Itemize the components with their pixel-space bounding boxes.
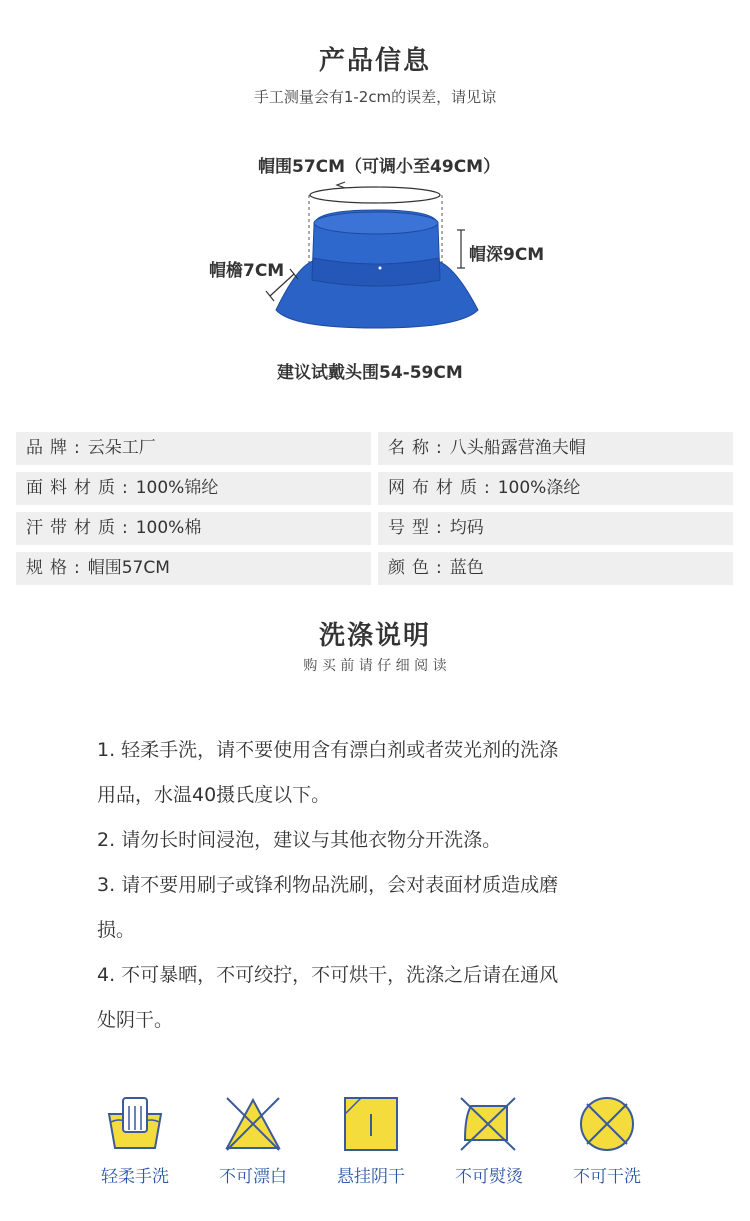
spec-row <box>16 472 733 505</box>
spec-row <box>16 432 733 465</box>
care-label: 轻柔手洗 <box>101 1167 169 1187</box>
care-item-no-bleach <box>193 1092 313 1187</box>
wash-line: 2. 请勿长时间浸泡，建议与其他衣物分开洗涤。 <box>97 829 502 851</box>
spec-cell-mesh: 网布材质: 100%涤纶 <box>378 472 733 505</box>
spec-cell-spec: 规格: 帽围57CM <box>16 552 371 585</box>
product-info-subtitle: 手工测量会有1-2cm的误差，请见谅 <box>253 88 497 106</box>
no-iron-icon <box>457 1092 521 1154</box>
spec-cell-brand: 品牌: 云朵工厂 <box>16 432 371 465</box>
care-item-no-iron <box>429 1092 549 1187</box>
wash-line: 3. 请不要用刷子或锋利物品洗刷，会对表面材质造成磨 <box>97 874 559 896</box>
hand-wash-icon <box>103 1092 167 1154</box>
hat-illustration <box>0 140 750 340</box>
wash-title: 洗涤说明 <box>318 621 431 651</box>
no-dry-clean-icon <box>575 1092 639 1154</box>
wash-line: 用品，水温40摄氏度以下。 <box>97 784 331 806</box>
care-label: 不可熨烫 <box>455 1167 523 1187</box>
spec-cell-color: 颜色: 蓝色 <box>378 552 733 585</box>
care-item-no-dry-clean <box>547 1092 667 1187</box>
hat-size-diagram <box>0 140 750 390</box>
spec-table <box>16 432 733 592</box>
brim-label: 帽檐7CM <box>209 261 285 281</box>
spec-row <box>16 512 733 545</box>
spec-cell-name: 名称: 八头船露营渔夫帽 <box>378 432 733 465</box>
wash-line: 4. 不可暴晒，不可绞拧，不可烘干，洗涤之后请在通风 <box>97 964 559 986</box>
circumference-label: 帽围57CM（可调小至49CM） <box>258 157 501 177</box>
wash-line: 损。 <box>97 919 136 941</box>
spec-cell-size-type: 号型: 均码 <box>378 512 733 545</box>
wash-instructions <box>97 728 667 1043</box>
spec-cell-sweatband: 汗带材质: 100%棉 <box>16 512 371 545</box>
depth-label: 帽深9CM <box>469 245 545 265</box>
care-item-hang-dry <box>311 1092 431 1187</box>
suggested-head-size-label: 建议试戴头围54-59CM <box>277 363 463 383</box>
care-label: 不可干洗 <box>573 1167 641 1187</box>
spec-cell-fabric: 面料材质: 100%锦纶 <box>16 472 371 505</box>
wash-line: 处阴干。 <box>97 1009 174 1031</box>
no-bleach-icon <box>221 1092 285 1154</box>
care-icons <box>0 1092 750 1202</box>
wash-line: 1. 轻柔手洗，请不要使用含有漂白剂或者荧光剂的洗涤 <box>97 739 559 761</box>
hang-dry-shade-icon <box>339 1092 403 1154</box>
spec-row <box>16 552 733 585</box>
wash-subtitle: 购 买 前 请 仔 细 阅 读 <box>303 658 447 674</box>
care-label: 悬挂阴干 <box>337 1167 405 1187</box>
product-info-title: 产品信息 <box>318 46 431 76</box>
care-item-hand-wash <box>75 1092 195 1187</box>
care-label: 不可漂白 <box>219 1167 287 1187</box>
